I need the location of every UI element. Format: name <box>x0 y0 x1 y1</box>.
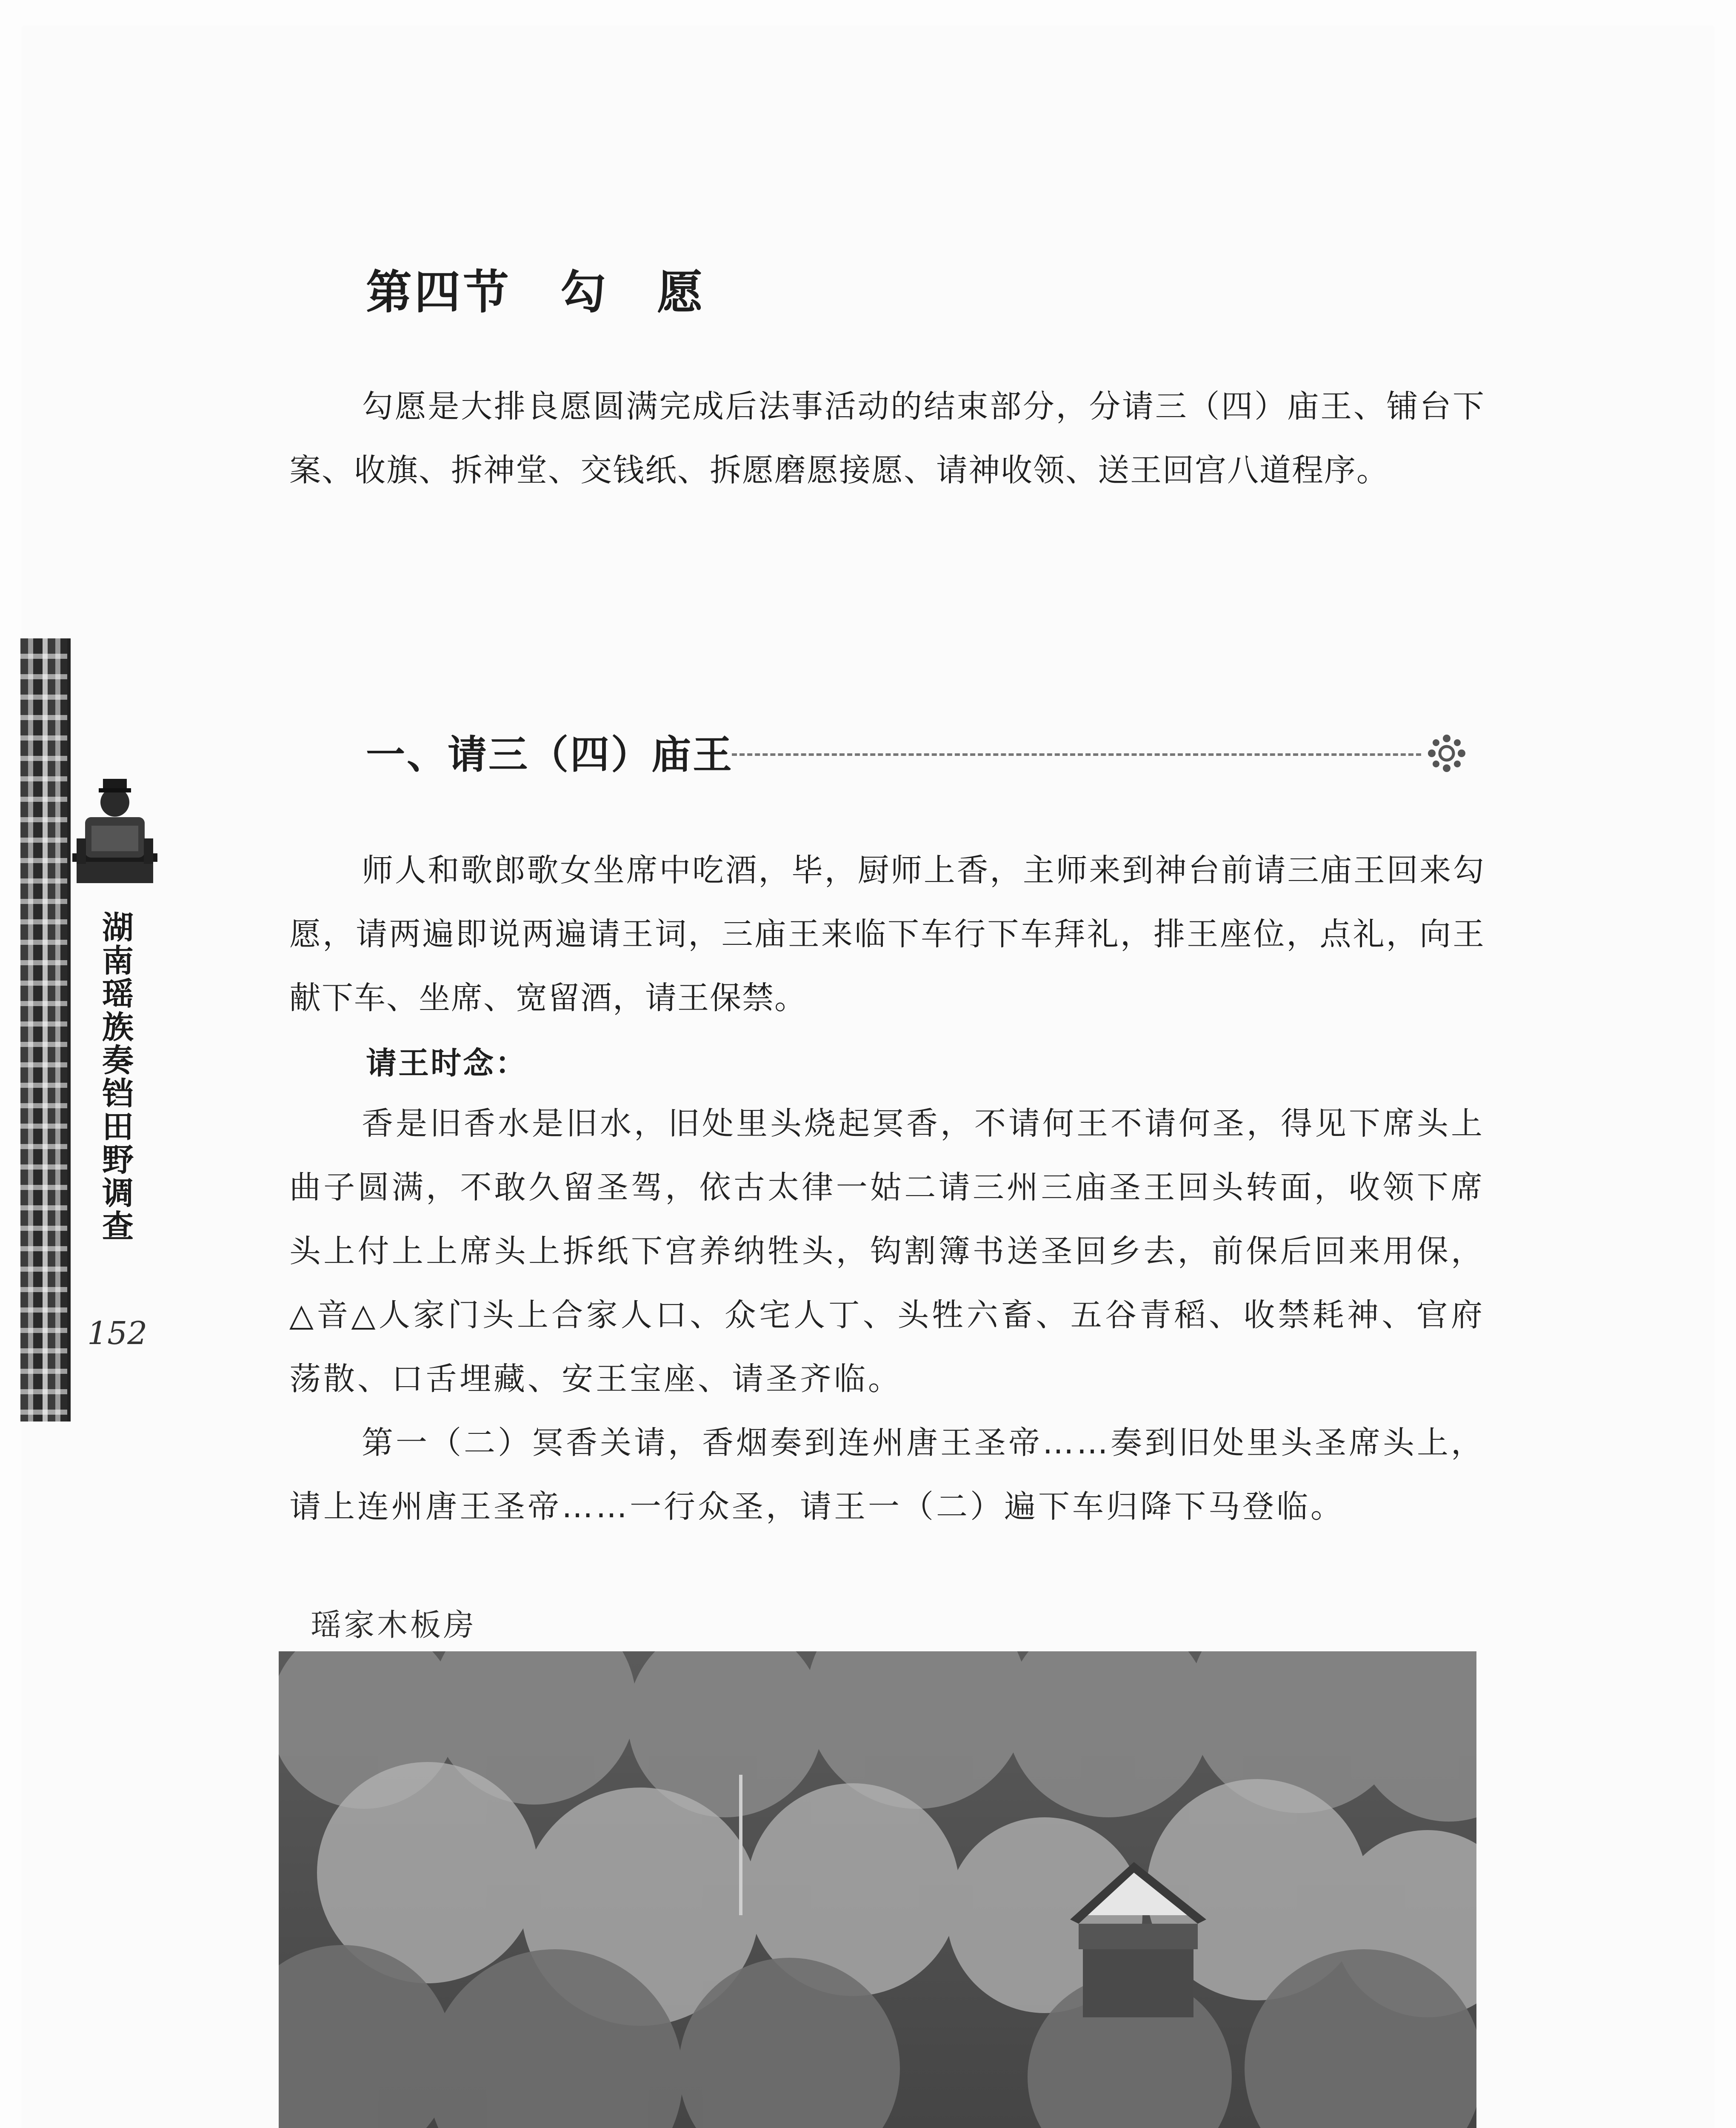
subsection-paragraph: 师人和歌郎歌女坐席中吃酒，毕，厨师上香，主师来到神台前请三庙王回来勾愿，请两遍即说两遍请王词，三庙王来临下车行下车拜礼，排王座位，点礼，向王献下车、坐席、宽留酒，请王保禁。 <box>289 852 1485 1016</box>
chant-text-1: 香是旧香水是旧水，旧处里头烧起冥香，不请何王不请何圣，得见下席头上曲子圆满，不敢久留圣驾，依古太律一姑二请三州三庙圣王回头转面，收领下席头上付上上席头上拆纸下宫养纳牲头，钩割簿书送圣回乡去，前保后回来用保，△音△人家门头上合家人口、众宅人丁、头牲六畜、五谷青稻、收禁耗神、官府荡散、口舌埋藏、安王宝座、请圣齐临。 <box>289 1105 1485 1397</box>
photo-caption: 瑶家木板房 <box>311 1607 477 1643</box>
deity-statue-icon <box>68 762 162 890</box>
page-number: 152 <box>87 1315 148 1352</box>
subsection-title: 一、请三（四）庙王 <box>366 732 734 778</box>
decorative-side-band <box>20 638 71 1422</box>
book-title-vertical: 湖南瑶族奏铛田野调查 <box>97 911 134 1243</box>
wooden-house-photo <box>279 1651 1476 2128</box>
chant-label: 请王时念： <box>366 1045 528 1081</box>
dashed-divider <box>732 753 1421 756</box>
flower-ornament-icon <box>1423 730 1470 777</box>
intro-paragraph: 勾愿是大排良愿圆满完成后法事活动的结束部分，分请三（四）庙王、铺台下案、收旗、拆神堂、交钱纸、拆愿磨愿接愿、请神收领、送王回宫八道程序。 <box>289 388 1485 489</box>
chant-text-2: 第一（二）冥香关请，香烟奏到连州唐王圣帝……奏到旧处里头圣席头上，请上连州唐王圣帝……一行众圣，请王一（二）遍下车归降下马登临。 <box>289 1424 1485 1525</box>
section-title: 第四节 勾 愿 <box>366 266 706 319</box>
